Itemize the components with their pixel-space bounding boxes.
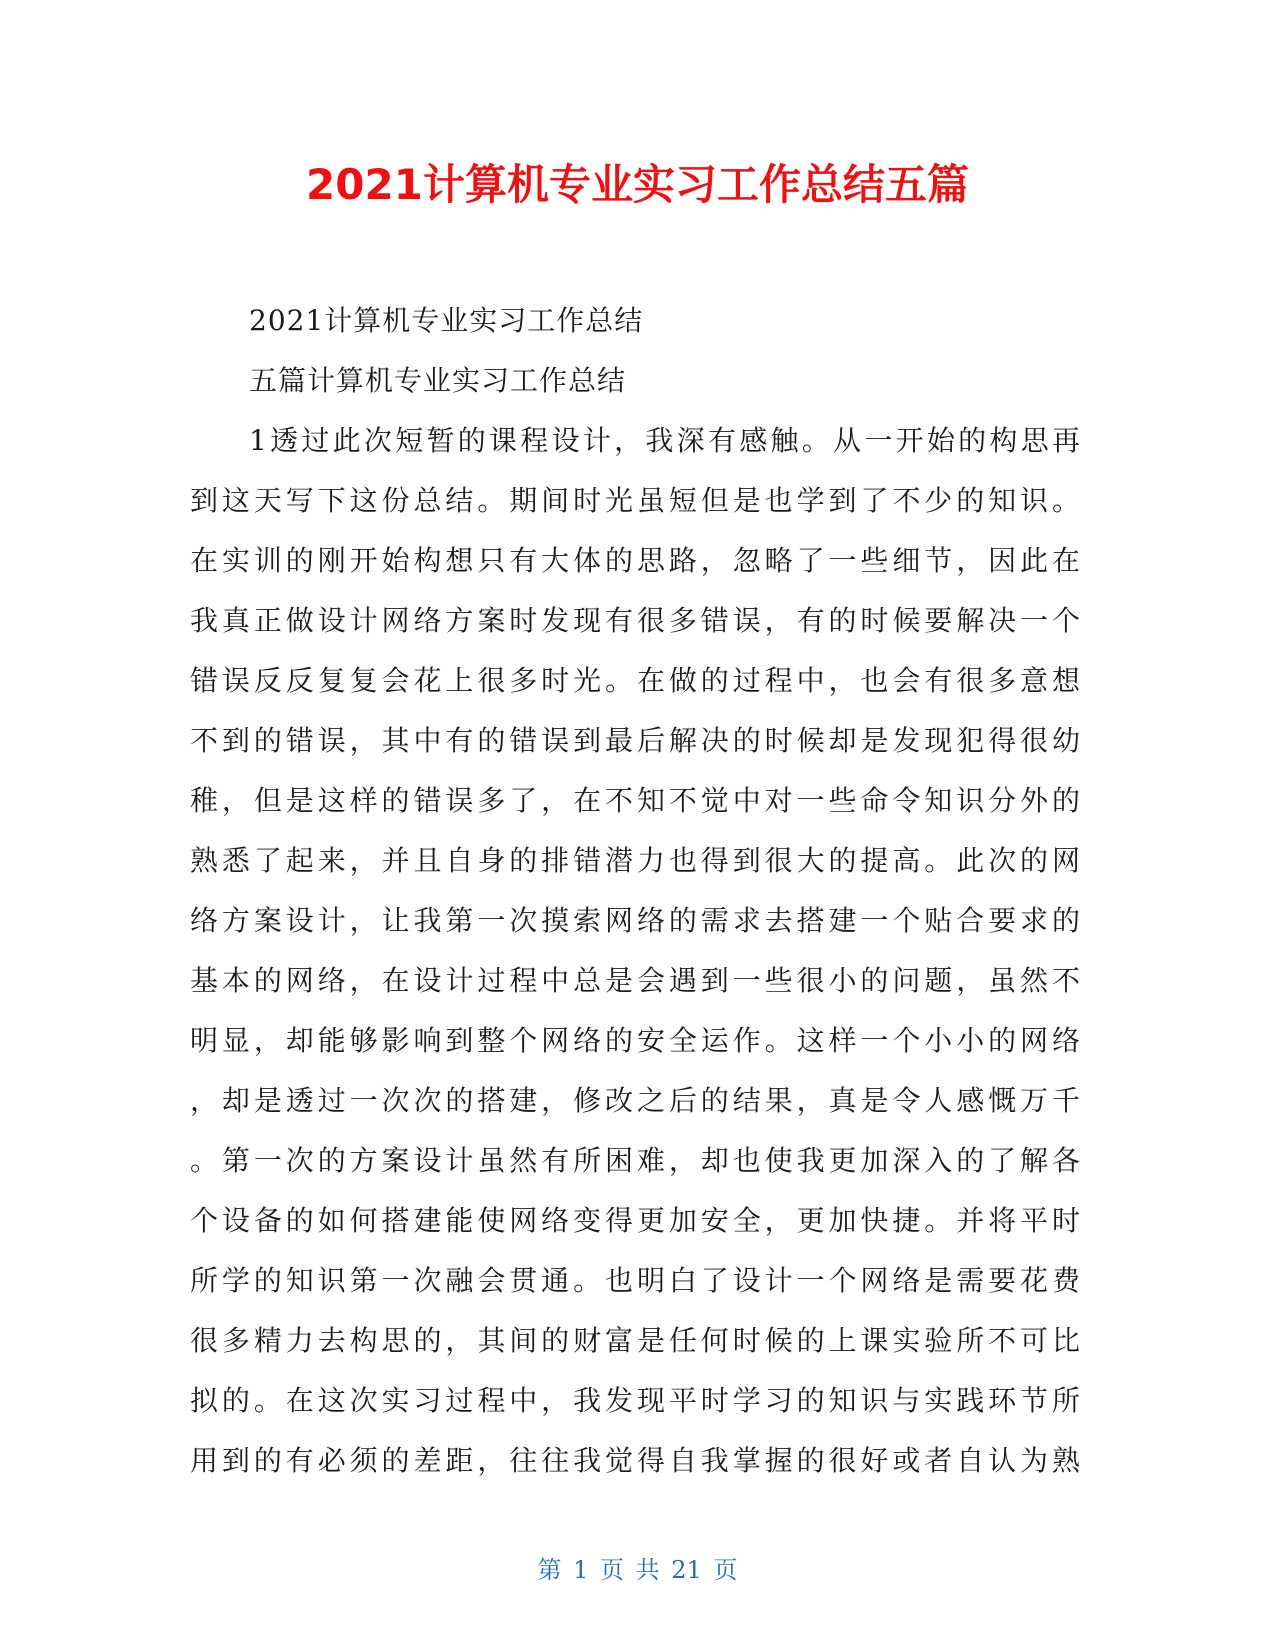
body-paragraph (190, 411, 1080, 1491)
paragraph-line: 络方案设计，让我第一次摸索网络的需求去搭建一个贴合要求的 (190, 904, 1080, 937)
paragraph-line: 基本的网络，在设计过程中总是会遇到一些很小的问题，虽然不 (190, 964, 1080, 997)
paragraph-line: 熟悉了起来，并且自身的排错潜力也得到很大的提高。此次的网 (190, 844, 1080, 877)
paragraph-line: 不到的错误，其中有的错误到最后解决的时候却是发现犯得很幼 (190, 724, 1080, 757)
paragraph-line: 1透过此次短暂的课程设计，我深有感触。从一开始的构思再 (249, 424, 1080, 457)
paragraph-line: 。第一次的方案设计虽然有所困难，却也使我更加深入的了解各 (190, 1144, 1080, 1177)
paragraph-line: 用到的有必须的差距，往往我觉得自我掌握的很好或者自认为熟 (190, 1444, 1080, 1477)
paragraph-line: ，却是透过一次次的搭建，修改之后的结果，真是令人感慨万千 (190, 1084, 1080, 1117)
paragraph-line: 明显，却能够影响到整个网络的安全运作。这样一个小小的网络 (190, 1024, 1080, 1057)
paragraph-line: 拟的。在这次实习过程中，我发现平时学习的知识与实践环节所 (190, 1384, 1080, 1417)
paragraph-line: 个设备的如何搭建能使网络变得更加安全，更加快捷。并将平时 (190, 1204, 1080, 1237)
paragraph-line: 所学的知识第一次融会贯通。也明白了设计一个网络是需要花费 (190, 1264, 1080, 1297)
paragraph-line: 稚，但是这样的错误多了，在不知不觉中对一些命令知识分外的 (190, 784, 1080, 817)
paragraph-line: 我真正做设计网络方案时发现有很多错误，有的时候要解决一个 (190, 604, 1080, 637)
subtitle-line-1: 2021计算机专业实习工作总结 (249, 304, 644, 337)
subtitle-line-2: 五篇计算机专业实习工作总结 (249, 364, 627, 397)
document-body (190, 291, 1080, 1491)
document-title: 2021计算机专业实习工作总结五篇 (306, 160, 969, 209)
paragraph-line: 在实训的刚开始构想只有大体的思路，忽略了一些细节，因此在 (190, 544, 1080, 577)
paragraph-line: 错误反反复复会花上很多时光。在做的过程中，也会有很多意想 (190, 664, 1080, 697)
page-number-footer: 第 1 页 共 21 页 (537, 1556, 738, 1584)
paragraph-line: 很多精力去构思的，其间的财富是任何时候的上课实验所不可比 (190, 1324, 1080, 1357)
paragraph-line: 到这天写下这份总结。期间时光虽短但是也学到了不少的知识。 (190, 484, 1080, 517)
